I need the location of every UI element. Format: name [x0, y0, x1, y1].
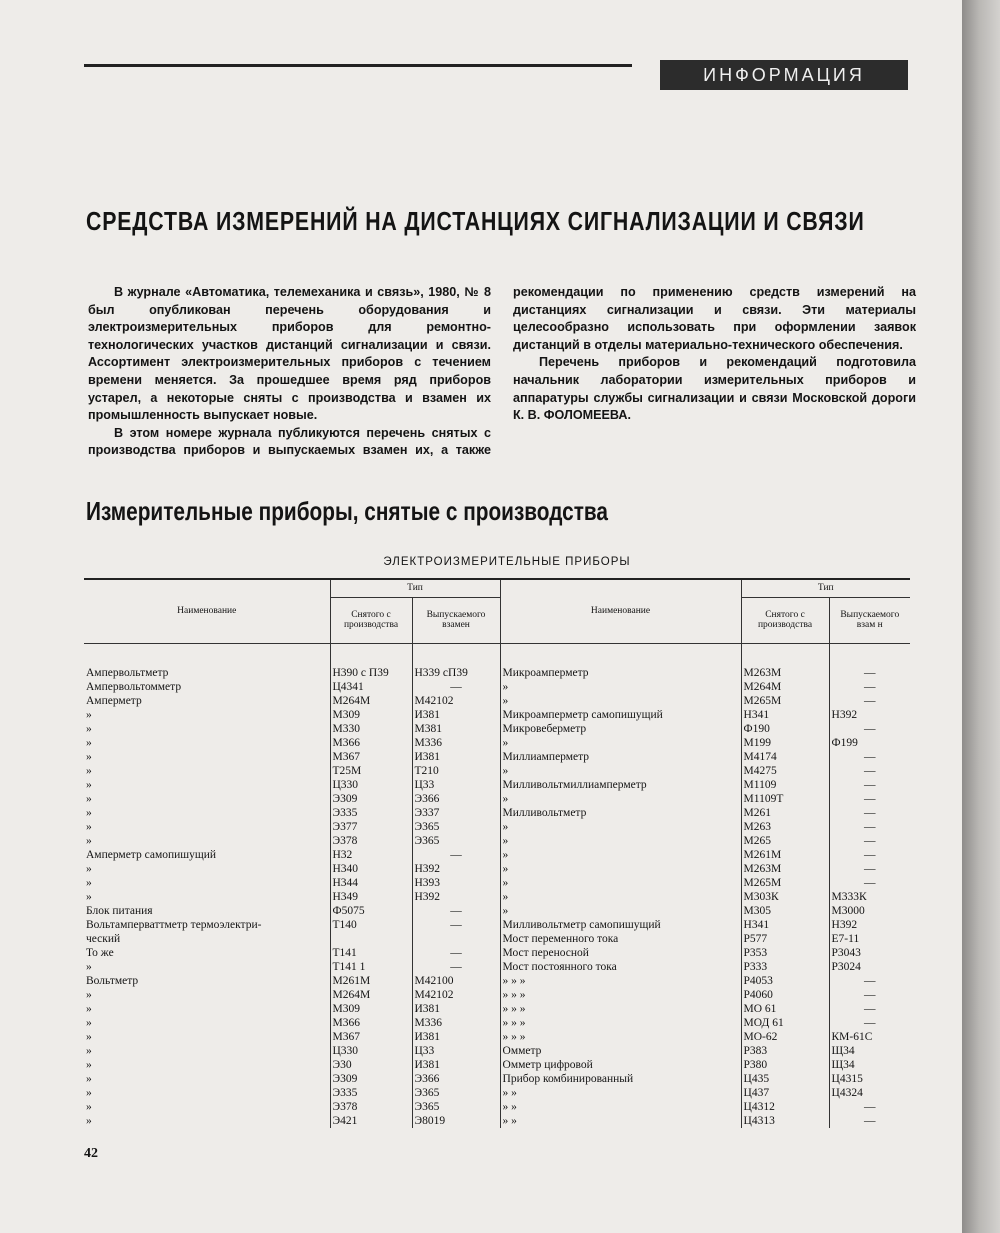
table-row	[84, 764, 910, 778]
right-replacement-cell: Н392	[829, 708, 910, 722]
table-row	[84, 1086, 910, 1100]
left-removed-cell: Ц330	[330, 778, 412, 792]
right-removed-cell: М1109	[741, 778, 829, 792]
left-replacement-cell: М336	[412, 1016, 500, 1030]
header-name: Наименование	[84, 579, 330, 643]
section-tag: ИНФОРМАЦИЯ	[660, 60, 908, 90]
right-name-cell: »	[500, 834, 741, 848]
left-removed-cell: Э30	[330, 1058, 412, 1072]
table-row	[84, 1016, 910, 1030]
right-name-cell: Микровеберметр	[500, 722, 741, 736]
table-row	[84, 876, 910, 890]
left-replacement-cell: И381	[412, 1058, 500, 1072]
right-name-cell: Мост переменного тока	[500, 932, 741, 946]
left-name-cell: »	[86, 1100, 92, 1113]
left-removed-cell: М309	[330, 708, 412, 722]
header-replacement: Выпускаемого взамен	[412, 597, 500, 643]
left-name-cell: »	[86, 1058, 92, 1071]
left-name-cell: »	[86, 792, 92, 805]
right-removed-cell: Р4060	[741, 988, 829, 1002]
left-replacement-cell: М42102	[412, 694, 500, 708]
right-name-cell: »	[500, 764, 741, 778]
left-name-cell: Амперметр	[86, 694, 142, 707]
right-name-cell: » » »	[500, 974, 741, 988]
left-name-cell: »	[86, 1044, 92, 1057]
right-name-cell: » »	[500, 1114, 741, 1128]
right-replacement-cell: Р3043	[829, 946, 910, 960]
table-row	[84, 960, 910, 974]
left-removed-cell: Э377	[330, 820, 412, 834]
page-gutter-shadow	[962, 0, 1000, 1233]
table-row	[84, 750, 910, 764]
right-replacement-cell: —	[829, 988, 910, 1002]
table-row	[84, 820, 910, 834]
right-replacement-cell: —	[829, 680, 910, 694]
left-replacement-cell: —	[412, 848, 500, 862]
header-type: Тип	[741, 579, 910, 597]
left-replacement-cell: Э365	[412, 820, 500, 834]
article-title: СРЕДСТВА ИЗМЕРЕНИЙ НА ДИСТАНЦИЯХ СИГНАЛИЗАЦИИ И СВЯЗИ	[86, 206, 865, 236]
intro-text	[88, 284, 916, 460]
left-name-cell: »	[86, 1030, 92, 1043]
table-row	[84, 904, 910, 918]
right-name-cell: »	[500, 848, 741, 862]
table-row	[84, 1100, 910, 1114]
left-name-cell: »	[86, 750, 92, 763]
table-row	[84, 834, 910, 848]
right-name-cell: »	[500, 792, 741, 806]
right-removed-cell: Р333	[741, 960, 829, 974]
header-replacement: Выпускаемого взам н	[829, 597, 910, 643]
left-removed-cell: Т25М	[330, 764, 412, 778]
header-removed: Снятого с производства	[330, 597, 412, 643]
right-replacement-cell: —	[829, 848, 910, 862]
right-replacement-cell: М333К	[829, 890, 910, 904]
right-removed-cell: Ц4312	[741, 1100, 829, 1114]
left-removed-cell: Н344	[330, 876, 412, 890]
left-name-cell: »	[86, 890, 92, 903]
left-name-cell: Ампервольтомметр	[86, 680, 182, 693]
right-name-cell: Милливольтметр самопишущий	[500, 918, 741, 932]
left-replacement-cell: Н392	[412, 862, 500, 876]
right-removed-cell: Ц437	[741, 1086, 829, 1100]
right-name-cell: »	[500, 904, 741, 918]
right-removed-cell: Р4053	[741, 974, 829, 988]
right-replacement-cell: Щ34	[829, 1044, 910, 1058]
right-replacement-cell: —	[829, 722, 910, 736]
table-row	[84, 708, 910, 722]
right-removed-cell: М303К	[741, 890, 829, 904]
left-name-cell: »	[86, 1002, 92, 1015]
table-row	[84, 974, 910, 988]
right-replacement-cell: —	[829, 1100, 910, 1114]
left-name-cell: »	[86, 820, 92, 833]
right-removed-cell: М4275	[741, 764, 829, 778]
left-removed-cell: М366	[330, 736, 412, 750]
table-row	[84, 778, 910, 792]
left-replacement-cell: Т210	[412, 764, 500, 778]
left-replacement-cell: Э337	[412, 806, 500, 820]
left-name-cell: »	[86, 1114, 92, 1127]
left-removed-cell: Ф5075	[330, 904, 412, 918]
right-name-cell: »	[500, 694, 741, 708]
left-replacement-cell: Э8019	[412, 1114, 500, 1128]
left-replacement-cell: И381	[412, 1002, 500, 1016]
right-name-cell: Милливольтмиллиамперметр	[500, 778, 741, 792]
table-row	[84, 680, 910, 694]
intro-paragraph: Перечень приборов и рекомендаций подготовила начальник лаборатории измерительных приборов и аппаратуры службы сигнализации и связи Московской дороги К. В. ФОЛОМЕЕВА.	[513, 355, 916, 423]
right-removed-cell: М261	[741, 806, 829, 820]
left-name-cell: Блок питания	[86, 904, 153, 917]
left-replacement-cell: М381	[412, 722, 500, 736]
left-removed-cell: М264М	[330, 694, 412, 708]
page-number: 42	[84, 1146, 98, 1161]
table-caption: ЭЛЕКТРОИЗМЕРИТЕЛЬНЫЕ ПРИБОРЫ	[383, 556, 631, 568]
left-replacement-cell: И381	[412, 750, 500, 764]
right-removed-cell: МО 61	[741, 1002, 829, 1016]
right-replacement-cell: Ц4324	[829, 1086, 910, 1100]
left-removed-cell: Ц330	[330, 1044, 412, 1058]
table-row	[84, 1058, 910, 1072]
right-replacement-cell: —	[829, 834, 910, 848]
left-removed-cell: Н32	[330, 848, 412, 862]
right-name-cell: » » »	[500, 1002, 741, 1016]
right-replacement-cell: —	[829, 974, 910, 988]
header-rule	[84, 64, 632, 67]
left-name-cell: ческий	[86, 932, 121, 945]
header-type: Тип	[330, 579, 500, 597]
right-replacement-cell: —	[829, 876, 910, 890]
header-name: Наименование	[500, 579, 741, 643]
left-name-cell: То же	[86, 946, 114, 959]
right-replacement-cell: —	[829, 806, 910, 820]
left-name-cell: »	[86, 736, 92, 749]
right-name-cell: »	[500, 890, 741, 904]
left-name-cell: »	[86, 722, 92, 735]
right-removed-cell: Н341	[741, 918, 829, 932]
left-name-cell: Вольтметр	[86, 974, 139, 987]
left-name-cell: »	[86, 806, 92, 819]
right-removed-cell: М4174	[741, 750, 829, 764]
left-removed-cell: М309	[330, 1002, 412, 1016]
left-removed-cell: Т140	[330, 918, 412, 932]
left-name-cell: Вольтамперваттметр термоэлектри-	[86, 918, 262, 931]
left-replacement-cell: Н339 сП39	[412, 643, 500, 680]
right-name-cell: Омметр	[500, 1044, 741, 1058]
right-removed-cell: М264М	[741, 680, 829, 694]
right-name-cell: » » »	[500, 988, 741, 1002]
left-removed-cell: Н349	[330, 890, 412, 904]
right-replacement-cell: —	[829, 792, 910, 806]
right-removed-cell: М265М	[741, 876, 829, 890]
left-replacement-cell: Э365	[412, 834, 500, 848]
right-removed-cell: Ф190	[741, 722, 829, 736]
table-row	[84, 736, 910, 750]
right-removed-cell: Н341	[741, 708, 829, 722]
left-name-cell: »	[86, 960, 92, 973]
right-replacement-cell: —	[829, 750, 910, 764]
left-removed-cell: Э378	[330, 1100, 412, 1114]
left-replacement-cell: Э366	[412, 1072, 500, 1086]
left-removed-cell: М264М	[330, 988, 412, 1002]
left-removed-cell: Э421	[330, 1114, 412, 1128]
right-replacement-cell: Ф199	[829, 736, 910, 750]
right-name-cell: » » »	[500, 1030, 741, 1044]
right-removed-cell: Р383	[741, 1044, 829, 1058]
table-row	[84, 643, 910, 680]
left-name-cell: »	[86, 834, 92, 847]
intro-paragraph: В журнале «Автоматика, телемеханика и связь», 1980, № 8 был опубликован перечень оборудования и электроизмерительных приборов для ремонтно-технологических участков дистанций сигнализации и связи. Ассортимент электроизмерительных приборов с течением времени меняется. За прошедшее время ряд приборов устарел, а некоторые сняты с производства и взамен их промышленность выпускает новые.	[88, 285, 491, 423]
right-removed-cell: Ц435	[741, 1072, 829, 1086]
left-removed-cell: Ц4341	[330, 680, 412, 694]
right-name-cell: » » »	[500, 1016, 741, 1030]
left-removed-cell: М367	[330, 750, 412, 764]
right-removed-cell: М199	[741, 736, 829, 750]
left-name-cell: »	[86, 1072, 92, 1085]
table-row	[84, 792, 910, 806]
right-replacement-cell: Е7-11	[829, 932, 910, 946]
left-replacement-cell: —	[412, 904, 500, 918]
section-subtitle: Измерительные приборы, снятые с производства	[86, 496, 609, 526]
left-name-cell: »	[86, 862, 92, 875]
right-removed-cell: МО-62	[741, 1030, 829, 1044]
right-replacement-cell: —	[829, 764, 910, 778]
right-removed-cell: М265М	[741, 694, 829, 708]
left-name-cell: »	[86, 988, 92, 1001]
left-replacement-cell: Э365	[412, 1086, 500, 1100]
right-replacement-cell: Н392	[829, 918, 910, 932]
right-name-cell: »	[500, 820, 741, 834]
table-row	[84, 862, 910, 876]
left-name-cell: »	[86, 778, 92, 791]
left-name-cell: Амперметр самопишущий	[86, 848, 217, 861]
left-replacement-cell: Н393	[412, 876, 500, 890]
left-name-cell: »	[86, 1016, 92, 1029]
left-removed-cell: Э309	[330, 1072, 412, 1086]
left-name-cell: »	[86, 1086, 92, 1099]
right-removed-cell: Ц4313	[741, 1114, 829, 1128]
right-removed-cell: М263М	[741, 643, 829, 680]
right-name-cell: » »	[500, 1086, 741, 1100]
right-name-cell: » »	[500, 1100, 741, 1114]
right-replacement-cell: —	[829, 643, 910, 680]
left-replacement-cell	[412, 932, 500, 946]
left-removed-cell: Э309	[330, 792, 412, 806]
right-name-cell: Микроамперметр	[500, 643, 741, 680]
left-replacement-cell: И381	[412, 1030, 500, 1044]
right-removed-cell: М263	[741, 820, 829, 834]
left-replacement-cell: Э366	[412, 792, 500, 806]
intro-paragraph: В этом номере журнала публикуются перечень снятых с производства приборов и выпускаемых взамен их, а также рекомендации по применению средств измерений на дистанциях сигнализации и связи. Эти материалы целесообразно использовать при оформлении заявок дистанций в отделы материально-технического обеспечения.	[88, 285, 916, 458]
right-name-cell: »	[500, 876, 741, 890]
right-replacement-cell: —	[829, 694, 910, 708]
right-replacement-cell: —	[829, 778, 910, 792]
right-name-cell: »	[500, 736, 741, 750]
right-name-cell: Прибор комбинированный	[500, 1072, 741, 1086]
right-removed-cell: М305	[741, 904, 829, 918]
left-removed-cell: Э335	[330, 1086, 412, 1100]
left-removed-cell: М261М	[330, 974, 412, 988]
left-replacement-cell: Ц33	[412, 1044, 500, 1058]
right-removed-cell: М263М	[741, 862, 829, 876]
table-row	[84, 1114, 910, 1128]
right-name-cell: Микроамперметр самопишущий	[500, 708, 741, 722]
left-replacement-cell: Ц33	[412, 778, 500, 792]
left-removed-cell: Э378	[330, 834, 412, 848]
left-removed-cell: Н390 с П39	[330, 643, 412, 680]
table-row	[84, 694, 910, 708]
right-replacement-cell: Ц4315	[829, 1072, 910, 1086]
right-replacement-cell: М3000	[829, 904, 910, 918]
left-replacement-cell: —	[412, 946, 500, 960]
left-removed-cell	[330, 932, 412, 946]
right-replacement-cell: Щ34	[829, 1058, 910, 1072]
right-removed-cell: Р577	[741, 932, 829, 946]
table-row	[84, 946, 910, 960]
left-removed-cell: М330	[330, 722, 412, 736]
right-removed-cell: М265	[741, 834, 829, 848]
left-name-cell: »	[86, 764, 92, 777]
right-removed-cell: МОД 61	[741, 1016, 829, 1030]
table-row	[84, 918, 910, 932]
left-name-cell: »	[86, 708, 92, 721]
table-row	[84, 806, 910, 820]
table-row	[84, 1044, 910, 1058]
right-name-cell: »	[500, 862, 741, 876]
table-row	[84, 890, 910, 904]
left-removed-cell: Т141 1	[330, 960, 412, 974]
right-removed-cell: Р353	[741, 946, 829, 960]
left-replacement-cell: —	[412, 960, 500, 974]
table-row	[84, 1072, 910, 1086]
left-replacement-cell: —	[412, 680, 500, 694]
left-replacement-cell: М42100	[412, 974, 500, 988]
left-replacement-cell: —	[412, 918, 500, 932]
left-removed-cell: Т141	[330, 946, 412, 960]
table-row	[84, 988, 910, 1002]
left-replacement-cell: М336	[412, 736, 500, 750]
right-replacement-cell: —	[829, 1016, 910, 1030]
right-removed-cell: М261М	[741, 848, 829, 862]
table-row	[84, 848, 910, 862]
table-row	[84, 932, 910, 946]
left-replacement-cell: М42102	[412, 988, 500, 1002]
right-name-cell: Милливольтметр	[500, 806, 741, 820]
right-name-cell: Мост постоянного тока	[500, 960, 741, 974]
instruments-table	[84, 578, 910, 1128]
right-replacement-cell: Р3024	[829, 960, 910, 974]
right-replacement-cell: —	[829, 1002, 910, 1016]
header-removed: Снятого с производства	[741, 597, 829, 643]
right-name-cell: »	[500, 680, 741, 694]
left-name-cell: Ампервольтметр	[86, 666, 169, 679]
left-removed-cell: М367	[330, 1030, 412, 1044]
left-name-cell: »	[86, 876, 92, 889]
table-row	[84, 1002, 910, 1016]
right-replacement-cell: —	[829, 862, 910, 876]
right-name-cell: Омметр цифровой	[500, 1058, 741, 1072]
left-replacement-cell: И381	[412, 708, 500, 722]
right-replacement-cell: КМ-61С	[829, 1030, 910, 1044]
table-row	[84, 1030, 910, 1044]
left-removed-cell: Н340	[330, 862, 412, 876]
right-replacement-cell: —	[829, 1114, 910, 1128]
right-replacement-cell: —	[829, 820, 910, 834]
left-replacement-cell: Н392	[412, 890, 500, 904]
right-name-cell: Миллиамперметр	[500, 750, 741, 764]
right-removed-cell: М1109Т	[741, 792, 829, 806]
table-row	[84, 722, 910, 736]
right-name-cell: Мост переносной	[500, 946, 741, 960]
left-replacement-cell: Э365	[412, 1100, 500, 1114]
right-removed-cell: Р380	[741, 1058, 829, 1072]
left-removed-cell: Э335	[330, 806, 412, 820]
left-removed-cell: М366	[330, 1016, 412, 1030]
table-body	[84, 643, 910, 1128]
